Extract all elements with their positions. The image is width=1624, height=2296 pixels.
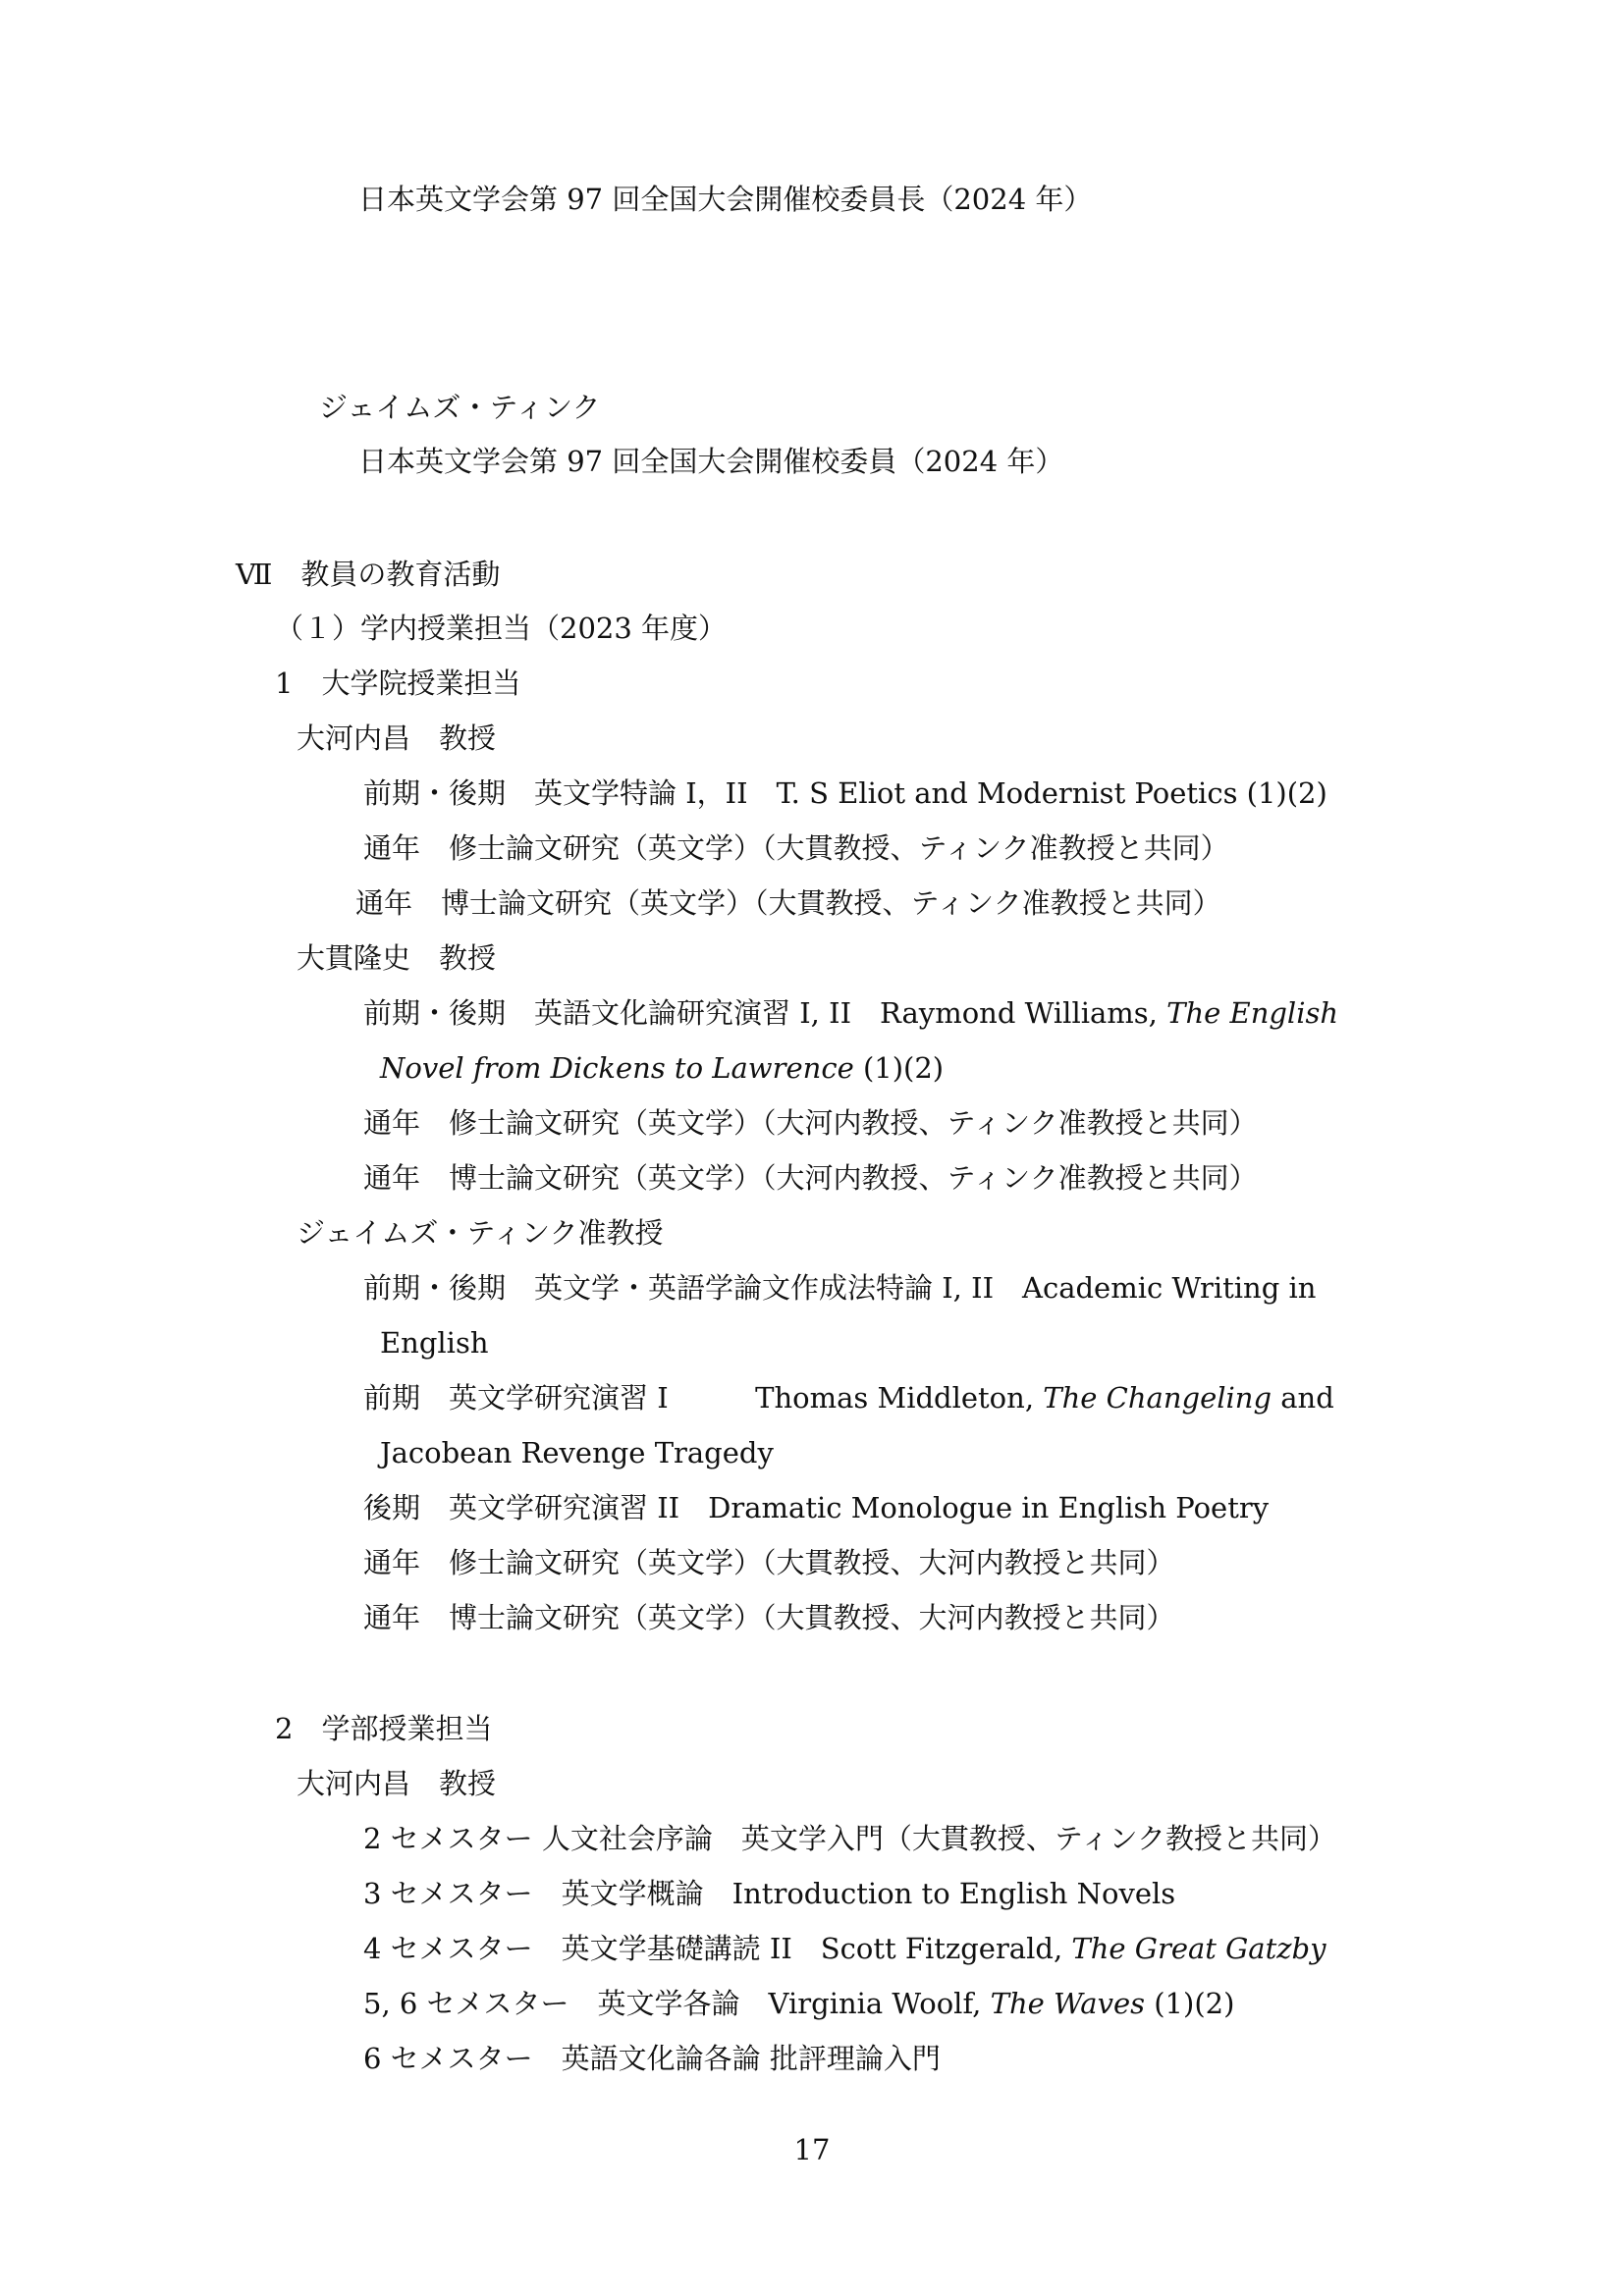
book-title: The Great Gatzby [1071, 1932, 1326, 1965]
course-line: 前期・後期 英文学特論 I，II T. S Eliot and Modernist Poetics (1)(2) [363, 776, 1327, 810]
course-line: 後期 英文学研究演習 II Dramatic Monologue in English Poetry [363, 1491, 1270, 1524]
committee-member-line: 日本英文学会第 97 回全国大会開催校委員（2024 年） [358, 445, 1064, 478]
faculty-name-tink: ジェイムズ・ティンク准教授 [297, 1216, 664, 1250]
page-number: 17 [793, 2133, 831, 2166]
book-title: The Waves [990, 1987, 1146, 2020]
graduate-heading: 1 大学院授業担当 [275, 667, 521, 700]
course-line [363, 993, 1338, 1033]
course-line-continued: English [380, 1326, 489, 1360]
committee-chair-line: 日本英文学会第 97 回全国大会開催校委員長（2024 年） [358, 183, 1093, 216]
course-line-continued [380, 1048, 944, 1088]
book-title: Novel from Dickens to Lawrence [380, 1051, 854, 1085]
course-line: 2 セメスター 人文社会序論 英文学入門（大貫教授、ティンク教授と共同） [363, 1822, 1336, 1855]
course-line-continued: Jacobean Revenge Tragedy [380, 1436, 774, 1469]
course-line: 通年 博士論文研究（英文学）（大貫教授、ティンク准教授と共同） [355, 886, 1221, 920]
course-text: (1)(2) [1145, 1987, 1235, 2020]
course-line: 通年 博士論文研究（英文学）（大河内教授、ティンク准教授と共同） [363, 1161, 1258, 1195]
course-line: 通年 修士論文研究（英文学）（大貫教授、大河内教授と共同） [363, 1546, 1175, 1579]
course-text: (1)(2) [853, 1051, 945, 1085]
course-line [363, 1378, 1334, 1417]
course-text: 前期・後期 英語文化論研究演習 I, II Raymond Williams, [363, 996, 1158, 1030]
faculty-name-okochi: 大河内昌 教授 [297, 1767, 497, 1800]
course-text: and [1280, 1381, 1334, 1415]
course-text: 前期 英文学研究演習 I [363, 1381, 669, 1415]
course-line [363, 1984, 1234, 2023]
faculty-name-tink: ジェイムズ・ティンク [319, 391, 601, 424]
section-title: Ⅶ 教員の教育活動 [236, 558, 501, 591]
section-subtitle: （１）学内授業担当（2023 年度） [275, 612, 728, 645]
course-text: 5, 6 セメスター 英文学各論 Virginia Woolf, [363, 1987, 991, 2020]
course-line: 通年 修士論文研究（英文学）（大貫教授、ティンク准教授と共同） [363, 831, 1229, 865]
course-line [363, 1929, 1326, 1968]
course-line: 3 セメスター 英文学概論 Introduction to English Novels [363, 1877, 1176, 1910]
play-title: The Changeling [1043, 1381, 1272, 1415]
course-line: 通年 修士論文研究（英文学）（大河内教授、ティンク准教授と共同） [363, 1106, 1258, 1140]
course-text: Thomas Middleton, [755, 1381, 1035, 1415]
course-line: 前期・後期 英文学・英語学論文作成法特論 I, II Academic Writing in [363, 1271, 1317, 1305]
course-text: 4 セメスター 英文学基礎講読 II Scott Fitzgerald, [363, 1932, 1072, 1965]
faculty-name-onuki: 大貫隆史 教授 [297, 941, 497, 975]
course-line: 6 セメスター 英語文化論各論 批評理論入門 [363, 2042, 941, 2075]
undergrad-heading: 2 学部授業担当 [275, 1712, 493, 1745]
course-line: 通年 博士論文研究（英文学）（大貫教授、大河内教授と共同） [363, 1601, 1175, 1634]
book-title: The English [1166, 996, 1339, 1030]
faculty-name-okochi: 大河内昌 教授 [297, 721, 497, 755]
